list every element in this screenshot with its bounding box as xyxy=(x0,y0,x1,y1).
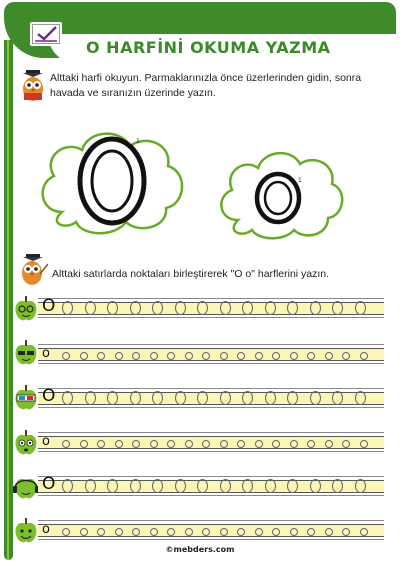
tracing-dot xyxy=(220,479,231,493)
row-tracing-dots xyxy=(62,523,382,539)
tracing-dot xyxy=(220,301,231,315)
row-base-line xyxy=(38,317,384,318)
row-tracing-dots xyxy=(62,479,382,495)
tracing-dot xyxy=(97,528,105,536)
writing-row xyxy=(38,298,384,318)
tracing-dot xyxy=(220,391,231,405)
tracing-dot xyxy=(360,440,368,448)
row-base-line xyxy=(38,495,384,496)
tracing-dot xyxy=(265,301,276,315)
tracing-dot xyxy=(342,440,350,448)
tracing-dot xyxy=(287,391,298,405)
tracing-dot xyxy=(220,352,228,360)
tracing-dot xyxy=(115,528,123,536)
tracing-dot xyxy=(360,528,368,536)
tracing-dot xyxy=(307,440,315,448)
tracing-dot xyxy=(307,352,315,360)
row-base-line xyxy=(38,539,384,540)
tracing-dot xyxy=(325,440,333,448)
owl-teacher-mascot xyxy=(18,254,48,286)
tracing-dot xyxy=(272,440,280,448)
tracing-dot xyxy=(202,528,210,536)
apple-mascot-surprised xyxy=(14,430,38,456)
tracing-dot xyxy=(332,391,343,405)
tracing-dot xyxy=(107,479,118,493)
tracing-dot xyxy=(152,301,163,315)
tracing-dot xyxy=(62,440,70,448)
row-tracing-dots xyxy=(62,301,382,317)
tracing-dot xyxy=(272,528,280,536)
row-top-line xyxy=(38,298,384,299)
tracing-dot xyxy=(332,301,343,315)
tracing-dot xyxy=(175,479,186,493)
tracing-dot xyxy=(175,301,186,315)
owl-reading-mascot xyxy=(18,70,48,102)
row-model-letter: o xyxy=(42,434,50,449)
tracing-dot xyxy=(202,440,210,448)
tracing-dot xyxy=(272,352,280,360)
tracing-dot xyxy=(107,391,118,405)
tracing-dot xyxy=(237,440,245,448)
tracing-dot xyxy=(255,352,263,360)
tracing-dot xyxy=(97,352,105,360)
row-model-letter: o xyxy=(42,346,50,361)
writing-row xyxy=(38,520,384,540)
tracing-dot xyxy=(62,391,73,405)
tracing-dot xyxy=(202,352,210,360)
check-box xyxy=(30,22,62,46)
checkmark-icon xyxy=(32,24,60,44)
tracing-dot xyxy=(242,479,253,493)
instruction-read-letter: Alttaki harfi okuyun. Parmaklarınızla önce üzerlerinden gidin, sonra havada ve sıranızın üzerinde yazın. xyxy=(50,72,362,99)
tracing-step-number-small: 1 xyxy=(298,177,302,184)
tracing-dot xyxy=(62,301,73,315)
apple-surprised-icon xyxy=(14,430,38,456)
apple-happy-icon xyxy=(14,518,38,544)
tracing-dot xyxy=(175,391,186,405)
tracing-dot xyxy=(62,479,73,493)
owl-icon xyxy=(18,70,48,102)
tracing-dot xyxy=(115,352,123,360)
writing-row xyxy=(38,476,384,496)
tracing-dot xyxy=(152,391,163,405)
apple-mascot-glasses xyxy=(14,296,38,322)
instruction-trace-rows: Alttaki satırlarda noktaları birleştirerek "O o" harflerini yazın. xyxy=(52,268,330,280)
tracing-dot xyxy=(290,352,298,360)
tracing-dot xyxy=(290,440,298,448)
tracing-dot xyxy=(342,528,350,536)
tracing-dot xyxy=(97,440,105,448)
tracing-dot xyxy=(167,528,175,536)
tracing-dot xyxy=(255,528,263,536)
tracing-dot xyxy=(185,352,193,360)
tracing-dot xyxy=(80,352,88,360)
tracing-dot xyxy=(265,391,276,405)
writing-row xyxy=(38,388,384,408)
writing-row xyxy=(38,344,384,364)
tracing-dot xyxy=(310,301,321,315)
row-top-line xyxy=(38,476,384,477)
tracing-dot xyxy=(150,352,158,360)
apple-mascot-sunglasses xyxy=(14,340,38,366)
tracing-dot xyxy=(62,528,70,536)
tracing-dot xyxy=(167,352,175,360)
row-tracing-dots xyxy=(62,391,382,407)
tracing-dot xyxy=(167,440,175,448)
page-title: O HARFİNİ OKUMA YAZMA xyxy=(86,38,331,57)
tracing-dot xyxy=(150,440,158,448)
owl-pointer-icon xyxy=(18,254,48,286)
tracing-dot xyxy=(80,440,88,448)
row-base-line xyxy=(38,451,384,452)
tracing-dot xyxy=(237,352,245,360)
tracing-dot xyxy=(197,391,208,405)
cloud-lowercase xyxy=(214,144,344,244)
copyright-footer: ©mebders.com xyxy=(165,545,235,554)
row-model-letter: o xyxy=(42,522,50,537)
row-tracing-dots xyxy=(62,347,382,363)
tracing-dot xyxy=(130,391,141,405)
row-model-letter: O xyxy=(42,386,56,406)
tracing-dot xyxy=(85,391,96,405)
apple-glasses-icon xyxy=(14,296,38,322)
apple-3d-glasses-icon xyxy=(14,385,38,411)
tracing-dot xyxy=(287,479,298,493)
tracing-dot xyxy=(325,528,333,536)
tracing-dot xyxy=(220,440,228,448)
row-top-line xyxy=(38,432,384,433)
tracing-dot xyxy=(255,440,263,448)
tracing-dot xyxy=(185,440,193,448)
tracing-dot xyxy=(355,301,366,315)
tracing-dot xyxy=(265,479,276,493)
tracing-dot xyxy=(130,301,141,315)
tracing-dot xyxy=(85,301,96,315)
tracing-dot xyxy=(360,352,368,360)
row-top-line xyxy=(38,520,384,521)
tracing-dot xyxy=(242,301,253,315)
row-model-letter: O xyxy=(42,296,56,316)
tracing-dot xyxy=(80,528,88,536)
row-model-letter: O xyxy=(42,474,56,494)
tracing-dot xyxy=(132,352,140,360)
tracing-dot xyxy=(307,528,315,536)
row-top-line xyxy=(38,344,384,345)
tracing-dot xyxy=(197,301,208,315)
row-tracing-dots xyxy=(62,435,382,451)
tracing-dot xyxy=(342,352,350,360)
tracing-dot xyxy=(197,479,208,493)
tracing-dot xyxy=(287,301,298,315)
tracing-dot xyxy=(290,528,298,536)
tracing-step-number: 1 xyxy=(136,138,140,145)
tracing-dot xyxy=(310,391,321,405)
tracing-dot xyxy=(152,479,163,493)
tracing-dot xyxy=(62,352,70,360)
row-base-line xyxy=(38,363,384,364)
tracing-dot xyxy=(185,528,193,536)
row-base-line xyxy=(38,407,384,408)
writing-row xyxy=(38,432,384,452)
tracing-dot xyxy=(132,528,140,536)
tracing-dot xyxy=(242,391,253,405)
tracing-dot xyxy=(220,528,228,536)
apple-mascot-happy xyxy=(14,518,38,544)
tracing-dot xyxy=(325,352,333,360)
apple-mascot-headphones xyxy=(12,474,40,500)
tracing-dot xyxy=(355,391,366,405)
cloud-uppercase xyxy=(32,120,192,240)
tracing-dot xyxy=(332,479,343,493)
tracing-dot xyxy=(150,528,158,536)
apple-headphones-icon xyxy=(12,474,40,500)
tracing-dot xyxy=(310,479,321,493)
tracing-dot xyxy=(132,440,140,448)
apple-mascot-3d-glasses xyxy=(14,385,38,411)
tracing-dot xyxy=(355,479,366,493)
tracing-dot xyxy=(237,528,245,536)
row-top-line xyxy=(38,388,384,389)
apple-sunglasses-icon xyxy=(14,340,38,366)
tracing-dot xyxy=(107,301,118,315)
tracing-dot xyxy=(85,479,96,493)
tracing-dot xyxy=(115,440,123,448)
tracing-dot xyxy=(130,479,141,493)
